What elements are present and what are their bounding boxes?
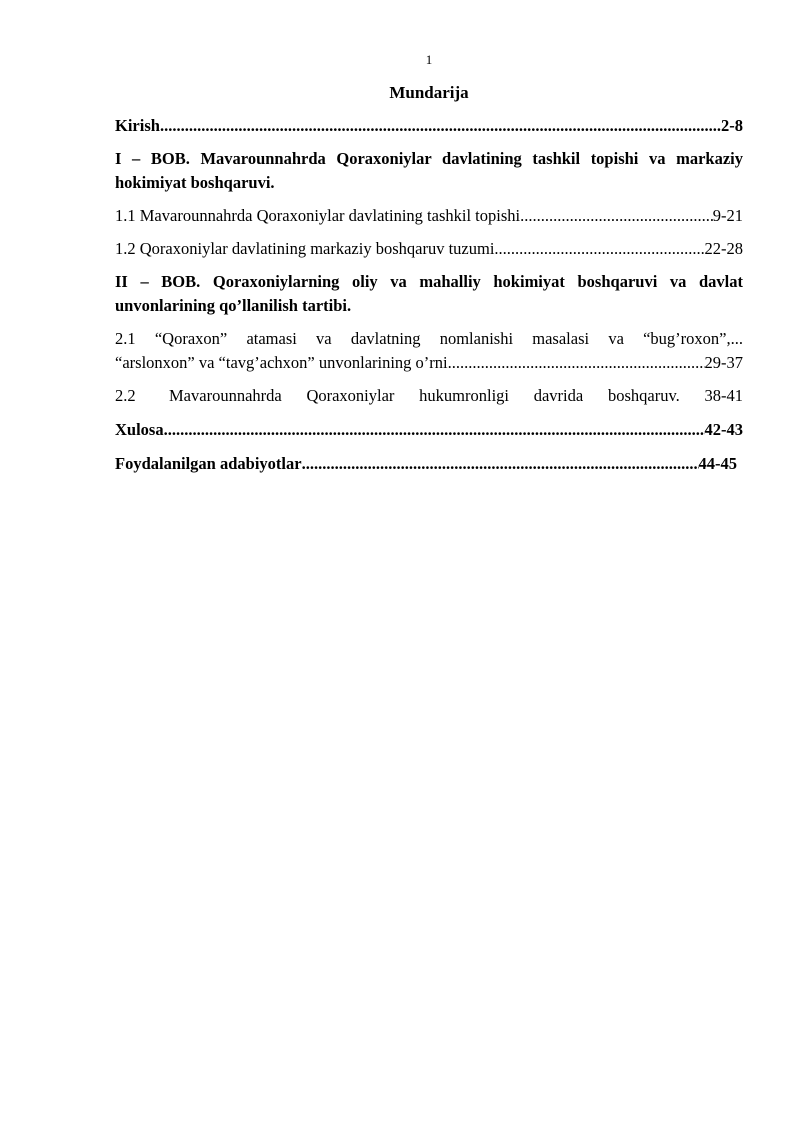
toc-entry-pages: 42-43 bbox=[704, 420, 743, 439]
toc-entry-label: 1.1 Mavarounnahrda Qoraxoniylar davlatining tashkil topishi bbox=[115, 206, 521, 225]
toc-entry-pages: 22-28 bbox=[704, 239, 743, 258]
dot-leader bbox=[520, 204, 713, 228]
toc-entry-label: Kirish bbox=[115, 116, 160, 135]
toc-entry-pages: 29-37 bbox=[704, 353, 743, 372]
toc-entry-kirish[interactable] bbox=[115, 114, 743, 138]
table-of-contents bbox=[115, 114, 743, 476]
toc-entry-label: “arslonxon” va “tavg’achxon” unvonlarining o’rni bbox=[115, 353, 448, 372]
toc-entry-foydalanilgan[interactable] bbox=[115, 452, 737, 476]
dot-leader bbox=[160, 114, 721, 138]
toc-chapter-2[interactable]: II – BOB. Qoraxoniylarning oliy va mahalliy hokimiyat boshqaruvi va davlat unvonlarining qo’llanilish tartibi. bbox=[115, 272, 743, 315]
toc-entry-first-line: 2.1 “Qoraxon” atamasi va davlatning nomlanishi masalasi va “bug’roxon”,... bbox=[115, 329, 743, 348]
toc-entry-xulosa[interactable] bbox=[115, 418, 743, 442]
toc-section-1-2[interactable] bbox=[115, 237, 743, 261]
toc-entry-number: 2.2 bbox=[115, 386, 136, 405]
toc-entry-pages: 9-21 bbox=[712, 206, 743, 225]
dot-leader bbox=[494, 237, 704, 261]
toc-entry-pages: 2-8 bbox=[721, 116, 743, 135]
toc-entry-label: Mavarounnahrda Qoraxoniylar hukumronligi davrida boshqaruv. 38-41 bbox=[169, 386, 743, 405]
toc-entry-pages: 44-45 bbox=[698, 454, 737, 473]
dot-leader bbox=[448, 351, 705, 375]
page-number: 1 bbox=[425, 52, 433, 67]
document-title: Mundarija bbox=[389, 83, 469, 102]
toc-entry-label: Xulosa bbox=[115, 420, 164, 439]
toc-entry-label: 1.2 Qoraxoniylar davlatining markaziy boshqaruv tuzumi bbox=[115, 239, 495, 258]
dot-leader bbox=[302, 452, 699, 476]
toc-section-2-2[interactable] bbox=[115, 384, 743, 408]
toc-section-1-1[interactable] bbox=[115, 204, 743, 228]
dot-leader bbox=[164, 418, 705, 442]
toc-section-2-1[interactable] bbox=[115, 327, 743, 375]
toc-chapter-1[interactable]: I – BOB. Mavarounnahrda Qoraxoniylar davlatining tashkil topishi va markaziy hokimiyat boshqaruvi. bbox=[115, 149, 743, 192]
toc-entry-label: Foydalanilgan adabiyotlar bbox=[115, 454, 302, 473]
